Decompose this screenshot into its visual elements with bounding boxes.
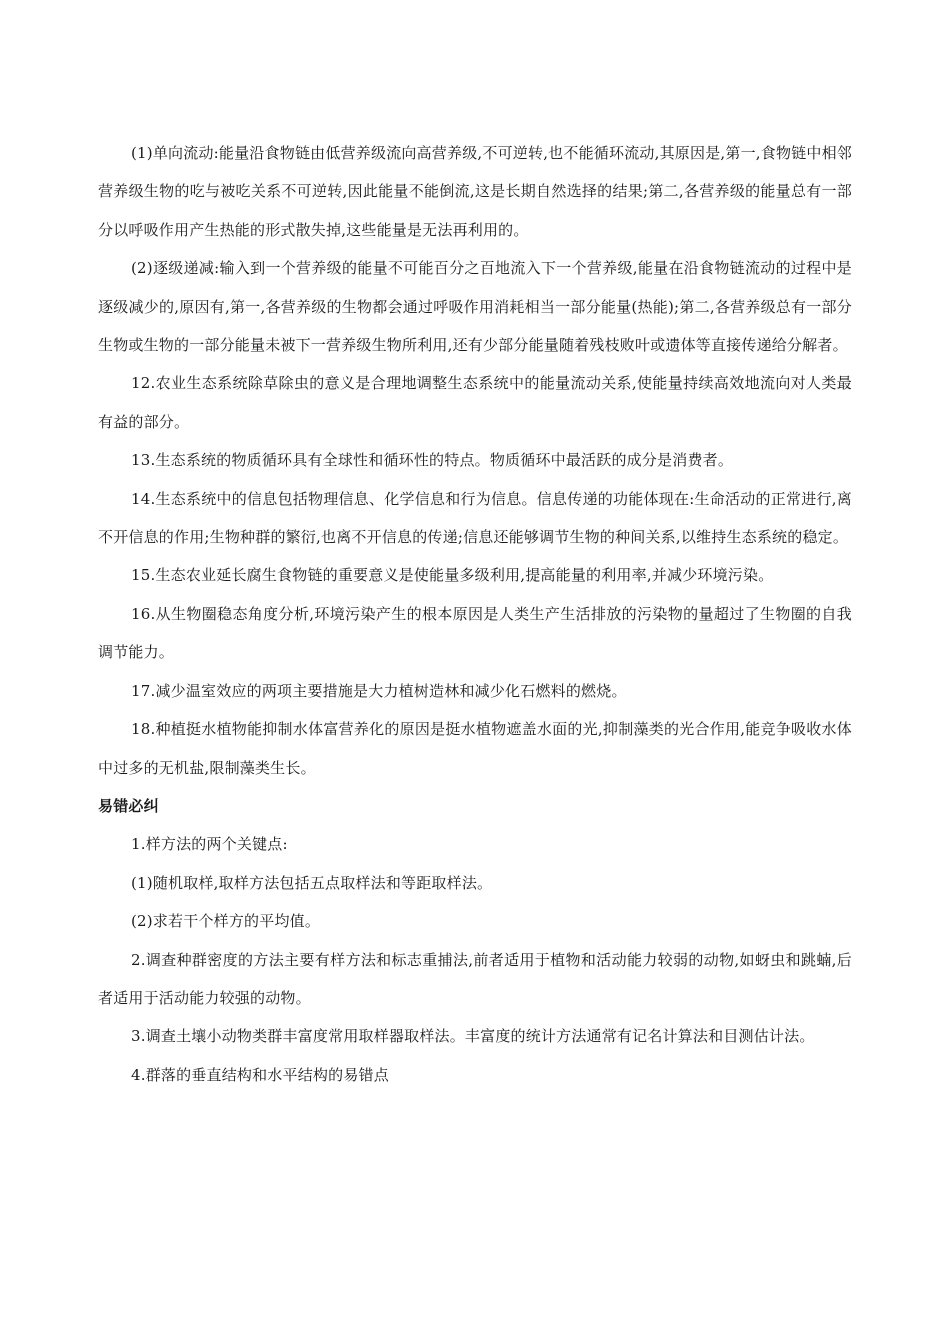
section-item-3: 3.调查土壤小动物类群丰富度常用取样器取样法。丰富度的统计方法通常有记名计算法和目测估计法。 xyxy=(131,1027,815,1046)
paragraph-13: 13.生态系统的物质循环具有全球性和循环性的特点。物质循环中最活跃的成分是消费者。 xyxy=(131,451,734,470)
paragraph-18: 18.种植挺水植物能抑制水体富营养化的原因是挺水植物遮盖水面的光,抑制藻类的光合作用,能竞争吸收水体中过多的无机盐,限制藻类生长。 xyxy=(98,720,852,777)
document-page xyxy=(98,134,852,1094)
section-item-4: 4.群落的垂直结构和水平结构的易错点 xyxy=(131,1065,389,1084)
section-item-1b: (2)求若干个样方的平均值。 xyxy=(131,912,321,931)
section-item-1: 1.样方法的两个关键点: xyxy=(131,835,288,854)
paragraph-16: 16.从生物圈稳态角度分析,环境污染产生的根本原因是人类生产生活排放的污染物的量超过了生物圈的自我调节能力。 xyxy=(98,604,852,662)
paragraph-15: 15.生态农业延长腐生食物链的重要意义是使能量多级利用,提高能量的利用率,并减少环境污染。 xyxy=(131,566,774,585)
paragraph-17: 17.减少温室效应的两项主要措施是大力植树造林和减少化石燃料的燃烧。 xyxy=(131,681,627,700)
paragraph-stepwise-decrease: (2)逐级递减:输入到一个营养级的能量不可能百分之百地流入下一个营养级,能量在沿食物链流动的过程中是逐级减少的,原因有,第一,各营养级的生物都会通过呼吸作用消耗相当一部分能量(热能);第二,各营养级总有一部分生物或生物的一部分能量未被下一营养级生物所利用,还有少部分能量随着残枝败叶或遗体等直接传递给分解者。 xyxy=(98,259,852,355)
paragraph-12: 12.农业生态系统除草除虫的意义是合理地调整生态系统中的能量流动关系,使能量持续高效地流向对人类最有益的部分。 xyxy=(98,374,852,431)
paragraph-14: 14.生态系统中的信息包括物理信息、化学信息和行为信息。信息传递的功能体现在:生命活动的正常进行,离不开信息的作用;生物种群的繁衍,也离不开信息的传递;信息还能够调节生物的种间关系,以维持生态系统的稳定。 xyxy=(98,489,852,547)
section-heading: 易错必纠 xyxy=(98,796,159,815)
section-item-2: 2.调查种群密度的方法主要有样方法和标志重捕法,前者适用于植物和活动能力较弱的动物,如蚜虫和跳蝻,后者适用于活动能力较强的动物。 xyxy=(98,950,852,1007)
section-item-1a: (1)随机取样,取样方法包括五点取样法和等距取样法。 xyxy=(131,873,493,892)
paragraph-one-way-flow: (1)单向流动:能量沿食物链由低营养级流向高营养级,不可逆转,也不能循环流动,其原因是,第一,食物链中相邻营养级生物的吃与被吃关系不可逆转,因此能量不能倒流,这是长期自然选择的结果;第二,各营养级的能量总有一部分以呼吸作用产生热能的形式散失掉,这些能量是无法再利用的。 xyxy=(98,144,852,239)
